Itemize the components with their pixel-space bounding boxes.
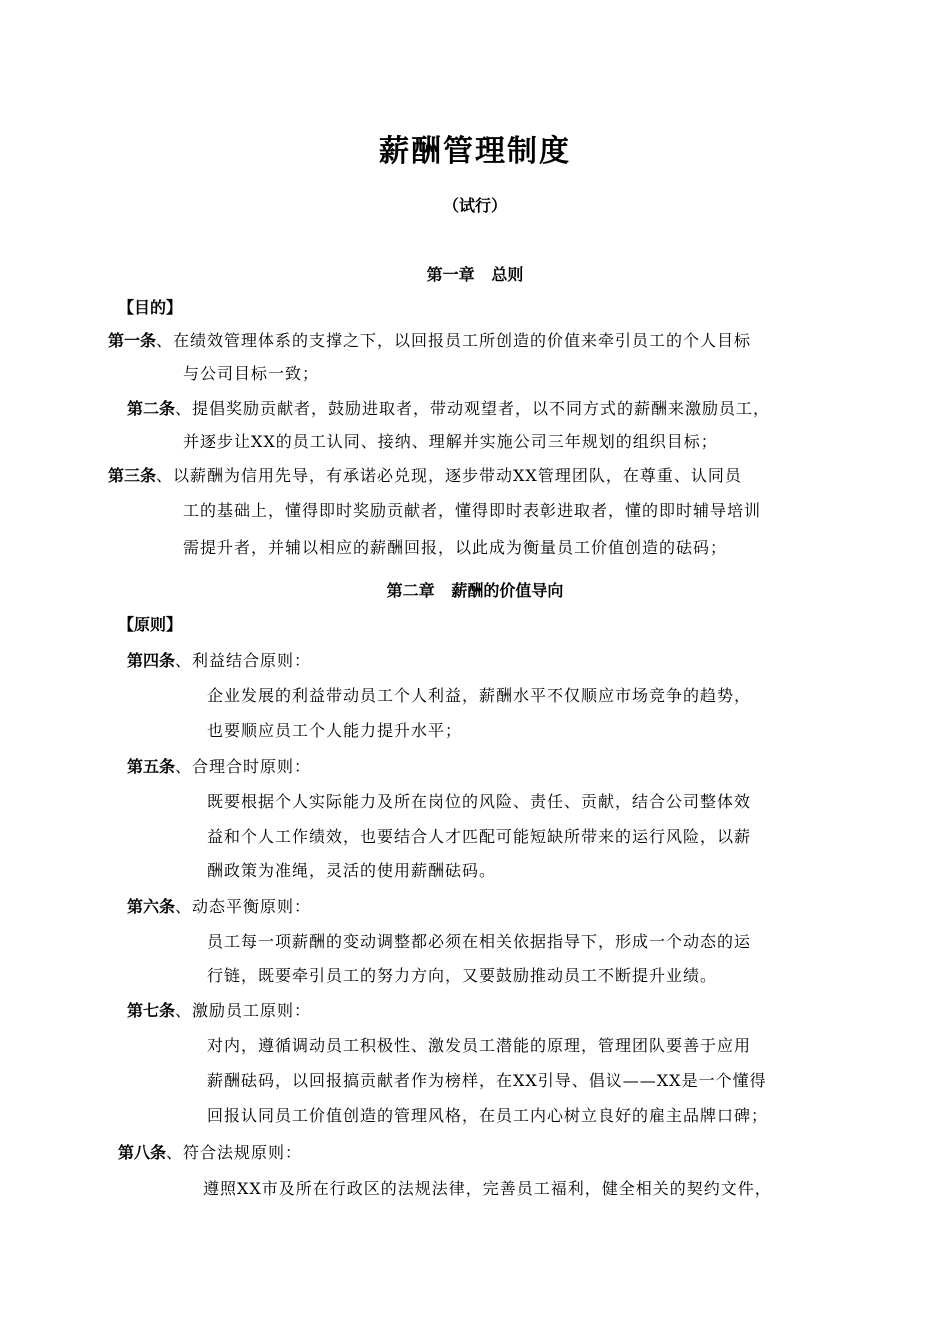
article-label: 第六条 — [127, 897, 176, 916]
article-4-line-1: 企业发展的利益带动员工个人利益，薪酬水平不仅顺应市场竞争的趋势， — [207, 686, 752, 705]
section-label-purpose: 【目的】 — [118, 298, 183, 317]
article-1-line-1: 第一条、在绩效管理体系的支撑之下，以回报员工所创造的价值来牵引员工的个人目标 — [108, 331, 752, 350]
article-4-heading: 第四条、利益结合原则： — [127, 651, 312, 670]
article-label: 第一条 — [108, 331, 157, 350]
article-5-line-3: 酬政策为准绳，灵活的使用薪酬砝码。 — [207, 861, 497, 880]
article-2-line-1: 第二条、提倡奖励贡献者，鼓励进取者，带动观望者，以不同方式的薪酬来激励员工， — [127, 399, 771, 418]
article-5-line-1: 既要根据个人实际能力及所在岗位的风险、责任、贡献，结合公司整体效 — [207, 792, 752, 811]
article-label: 第二条 — [127, 399, 176, 418]
article-2-line-2: 并逐步让XX的员工认同、接纳、理解并实施公司三年规划的组织目标； — [183, 432, 718, 451]
article-5-heading: 第五条、合理合时原则： — [127, 757, 312, 776]
article-7-heading: 第七条、激励员工原则： — [127, 1001, 312, 1020]
article-1-line-2: 与公司目标一致； — [183, 364, 320, 383]
article-7-line-3: 回报认同员工价值创造的管理风格，在员工内心树立良好的雇主品牌口碑； — [207, 1106, 769, 1125]
chapter-2-heading: 第二章 薪酬的价值导向 — [386, 581, 564, 600]
article-3-line-3: 需提升者，并辅以相应的薪酬回报，以此成为衡量员工价值创造的砝码； — [183, 538, 728, 557]
section-label-principles: 【原则】 — [118, 615, 183, 634]
article-label: 第四条 — [127, 651, 176, 670]
article-7-line-1: 对内，遵循调动员工积极性、激发员工潜能的原理，管理团队要善于应用 — [207, 1036, 752, 1055]
article-6-line-1: 员工每一项薪酬的变动调整都必须在相关依据指导下，形成一个动态的运 — [207, 932, 752, 951]
article-label: 第七条 — [127, 1001, 176, 1020]
article-8-heading: 第八条、符合法规原则： — [118, 1143, 303, 1162]
document-title: 薪酬管理制度 — [379, 134, 571, 169]
article-6-line-2: 行链，既要牵引员工的努力方向，又要鼓励推动员工不断提升业绩。 — [207, 966, 718, 985]
article-8-line-1: 遵照XX市及所在行政区的法规法律，完善员工福利，健全相关的契约文件， — [203, 1179, 772, 1198]
article-3-line-2: 工的基础上，懂得即时奖励贡献者，懂得即时表彰进取者，懂的即时辅导培训 — [183, 501, 762, 520]
article-6-heading: 第六条、动态平衡原则： — [127, 897, 312, 916]
article-7-line-2: 薪酬砝码，以回报搞贡献者作为榜样，在XX引导、倡议——XX是一个懂得 — [207, 1071, 767, 1090]
article-label: 第八条 — [118, 1143, 167, 1162]
chapter-1-heading: 第一章 总则 — [426, 265, 524, 284]
article-label: 第三条 — [108, 466, 157, 485]
article-3-line-1: 第三条、以薪酬为信用先导，有承诺必兑现，逐步带动XX管理团队，在尊重、认同员 — [108, 466, 742, 485]
article-label: 第五条 — [127, 757, 176, 776]
article-4-line-2: 也要顺应员工个人能力提升水平； — [207, 721, 463, 740]
article-5-line-2: 益和个人工作绩效，也要结合人才匹配可能短缺所带来的运行风险，以薪 — [207, 827, 752, 846]
document-subtitle: （试行） — [442, 196, 507, 215]
